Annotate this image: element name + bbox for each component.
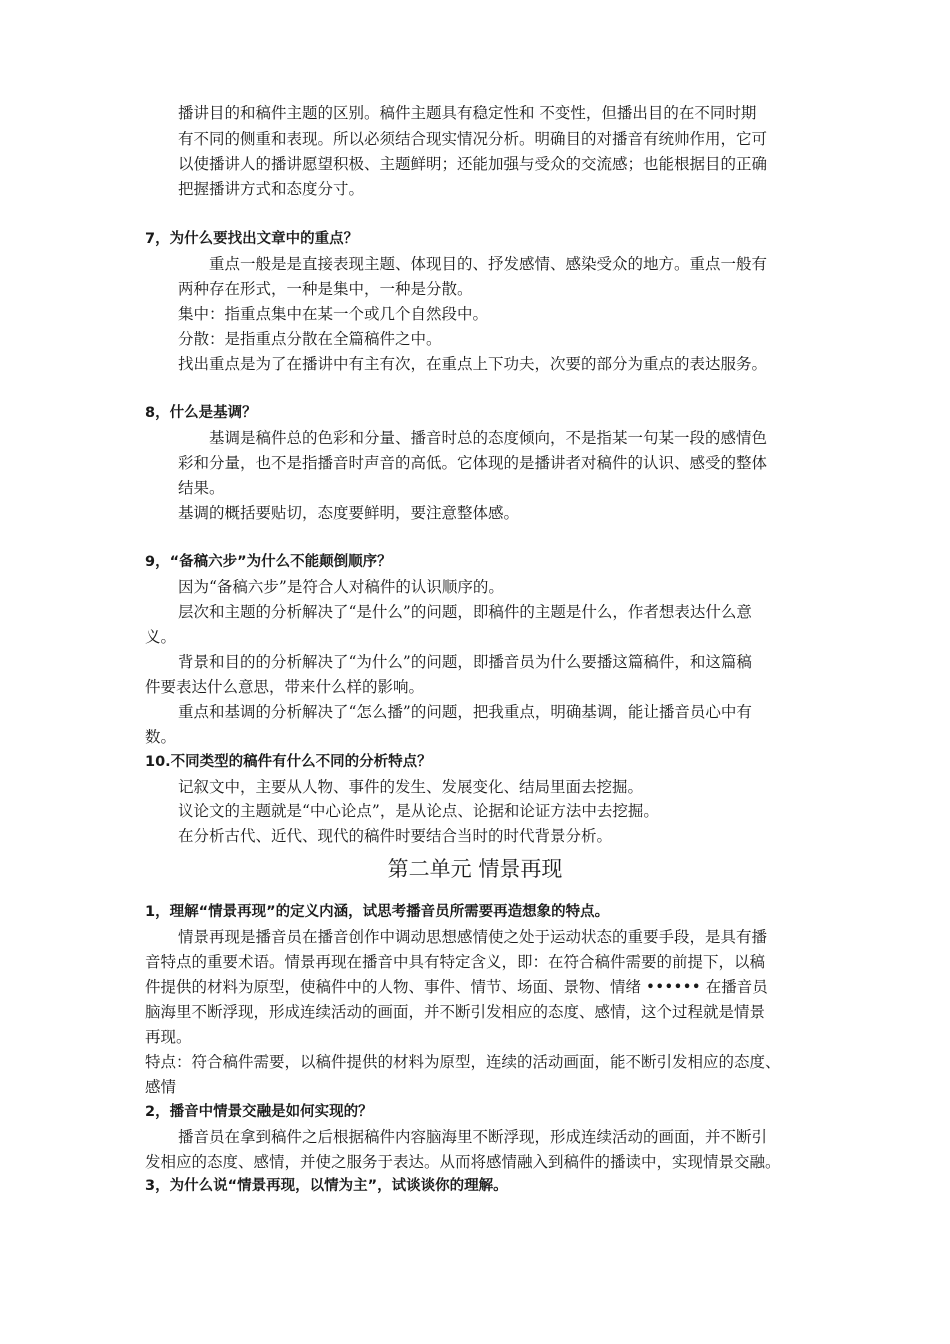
question-heading: 2，播音中情景交融是如何实现的？: [145, 1104, 373, 1120]
paragraph-line: 脑海里不断浮现，形成连续活动的画面，并不断引发相应的态度、感情，这个过程就是情景: [145, 1003, 766, 1021]
paragraph-line: 结果。: [178, 479, 225, 497]
paragraph-line: 件提供的材料为原型，使稿件中的人物、事件、情节、场面、景物、情绪 •••••• 在播音员: [145, 978, 768, 996]
paragraph-line: 播讲目的和稿件主题的区别。稿件主题具有稳定性和 不变性，但播出目的在不同时期: [178, 104, 757, 122]
question-heading: 3，为什么说“情景再现，以情为主”，试谈谈你的理解。: [145, 1178, 508, 1194]
paragraph-line: 件要表达什么意思，带来什么样的影响。: [145, 678, 425, 696]
paragraph-line: 重点和基调的分析解决了“怎么播”的问题，把我重点，明确基调，能让播音员心中有: [178, 703, 752, 721]
paragraph-line: 发相应的态度、感情，并使之服务于表达。从而将感情融入到稿件的播读中，实现情景交融。: [145, 1153, 781, 1171]
paragraph-line: 彩和分量，也不是指播音时声音的高低。它体现的是播讲者对稿件的认识、感受的整体: [178, 454, 768, 472]
paragraph-line: 以使播讲人的播讲愿望积极、主题鲜明；还能加强与受众的交流感；也能根据目的正确: [178, 155, 768, 173]
question-heading: 9，“备稿六步”为什么不能颠倒顺序？: [145, 554, 392, 570]
paragraph-line: 背景和目的的分析解决了“为什么”的问题，即播音员为什么要播这篇稿件，和这篇稿: [178, 653, 752, 671]
question-heading: 10.不同类型的稿件有什么不同的分析特点？: [145, 754, 432, 770]
paragraph-line: 在分析古代、近代、现代的稿件时要结合当时的时代背景分析。: [178, 827, 613, 845]
paragraph-line: 音特点的重要术语。情景再现在播音中具有特定含义，即：在符合稿件需要的前提下，以稿: [145, 953, 766, 971]
paragraph-line: 感情: [145, 1078, 177, 1096]
unit-heading: 第二单元 情景再现: [387, 857, 563, 881]
paragraph-line: 议论文的主题就是“中心论点”，是从论点、论据和论证方法中去挖掘。: [178, 802, 659, 820]
paragraph-line: 数。: [145, 728, 177, 746]
paragraph-line: 重点一般是是直接表现主题、体现目的、抒发感情、感染受众的地方。重点一般有: [209, 255, 768, 273]
paragraph-line: 找出重点是为了在播讲中有主有次，在重点上下功夫，次要的部分为重点的表达服务。: [178, 355, 768, 373]
question-heading: 1，理解“情景再现”的定义内涵，试思考播音员所需要再造想象的特点。: [145, 904, 610, 920]
paragraph-line: 因为“备稿六步”是符合人对稿件的认识顺序的。: [178, 578, 504, 596]
paragraph-line: 集中：指重点集中在某一个或几个自然段中。: [178, 305, 489, 323]
paragraph-line: 情景再现是播音员在播音创作中调动思想感情使之处于运动状态的重要手段，是具有播: [178, 928, 768, 946]
paragraph-line: 义。: [145, 628, 177, 646]
paragraph-line: 基调的概括要贴切，态度要鲜明，要注意整体感。: [178, 504, 520, 522]
paragraph-line: 层次和主题的分析解决了“是什么”的问题，即稿件的主题是什么，作者想表达什么意: [178, 603, 752, 621]
paragraph-line: 再现。: [145, 1028, 192, 1046]
paragraph-line: 两种存在形式，一种是集中，一种是分散。: [178, 280, 473, 298]
paragraph-line: 分散：是指重点分散在全篇稿件之中。: [178, 330, 442, 348]
paragraph-line: 基调是稿件总的色彩和分量、播音时总的态度倾向，不是指某一句某一段的感情色: [209, 429, 768, 447]
question-heading: 8，什么是基调？: [145, 405, 257, 421]
paragraph-line: 播音员在拿到稿件之后根据稿件内容脑海里不断浮现，形成连续活动的画面，并不断引: [178, 1128, 768, 1146]
paragraph-line: 有不同的侧重和表现。所以必须结合现实情况分析。明确目的对播音有统帅作用，它可: [178, 130, 768, 148]
question-heading: 7，为什么要找出文章中的重点？: [145, 231, 359, 247]
paragraph-line: 记叙文中，主要从人物、事件的发生、发展变化、结局里面去挖掘。: [178, 778, 644, 796]
paragraph-line: 特点：符合稿件需要，以稿件提供的材料为原型，连续的活动画面，能不断引发相应的态度、: [145, 1053, 781, 1071]
paragraph-line: 把握播讲方式和态度分寸。: [178, 180, 365, 198]
